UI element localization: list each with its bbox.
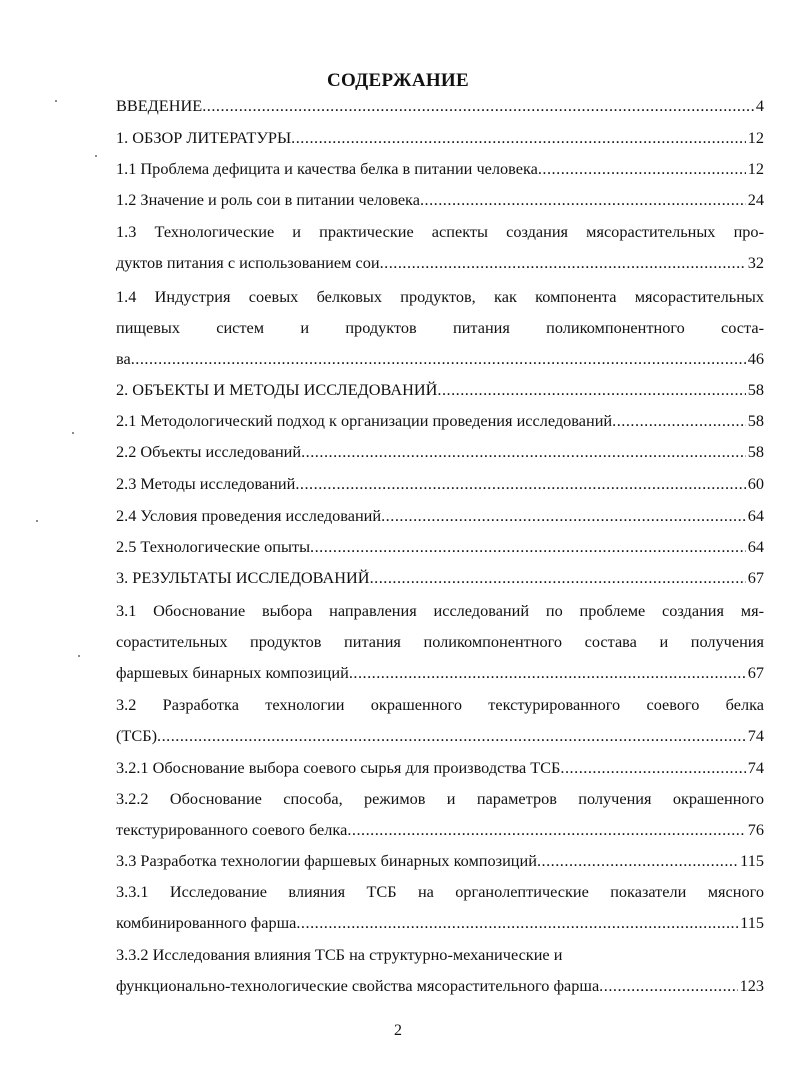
toc-entry-2: 2. ОБЪЕКТЫ И МЕТОДЫ ИССЛЕДОВАНИЙ ..... 58 <box>116 376 764 404</box>
toc-entry-2-3: 2.3 Методы исследований ..... 60 <box>116 470 764 498</box>
toc-entry-3-1-line2: сорастительных продуктов питания поликомпонентного состава и получения <box>116 632 764 651</box>
toc-entry-3-3-1: комбинированного фарша ..... 115 <box>116 909 764 937</box>
toc-entry-1-4: ва ..... 46 <box>116 345 764 373</box>
toc-entry-3-3-2: функционально-технологические свойства мясорастительного фарша ..... 123 <box>116 972 764 1000</box>
toc-entry-1: 1. ОБЗОР ЛИТЕРАТУРЫ ..... 12 <box>116 124 764 152</box>
scan-speck <box>78 655 80 657</box>
scan-speck <box>36 520 38 522</box>
toc-entry-2-4: 2.4 Условия проведения исследований ..... 64 <box>116 502 764 530</box>
toc-entry-3-2-2-line1: 3.2.2 Обоснование способа, режимов и параметров получения окрашенного <box>116 789 764 808</box>
scan-speck <box>72 432 74 434</box>
toc-entry-3: 3. РЕЗУЛЬТАТЫ ИССЛЕДОВАНИЙ ..... 67 <box>116 564 764 592</box>
toc-entry-3-2-1: 3.2.1 Обоснование выбора соевого сырья для производства ТСБ ..... 74 <box>116 754 764 782</box>
toc-entry-3-1-line1: 3.1 Обоснование выбора направления исследований по проблеме создания мя- <box>116 601 764 620</box>
toc-entry-3-3-1-line1: 3.3.1 Исследование влияния ТСБ на органолептические показатели мясного <box>116 882 764 901</box>
toc-entry-3-3-2-line1: 3.3.2 Исследования влияния ТСБ на структурно-механические и <box>116 945 563 964</box>
toc-entry-1-2: 1.2 Значение и роль сои в питании человека ..... 24 <box>116 186 764 214</box>
toc-entry-1-4-line1: 1.4 Индустрия соевых белковых продуктов, как компонента мясорастительных <box>116 287 764 306</box>
toc-entry-3-2-2: текстурированного соевого белка ..... 76 <box>116 816 764 844</box>
toc-entry-introduction: ВВЕДЕНИЕ ..... 4 <box>116 92 764 120</box>
page-number: 2 <box>394 1022 402 1039</box>
toc-entry-2-1: 2.1 Методологический подход к организации проведения исследований ..... 58 <box>116 407 764 435</box>
scan-speck <box>95 155 97 157</box>
toc-entry-1-3-line1: 1.3 Технологические и практические аспекты создания мясорастительных про- <box>116 222 764 241</box>
toc-entry-3-3: 3.3 Разработка технологии фаршевых бинарных композиций ..... 115 <box>116 847 764 875</box>
toc-entry-1-4-line2: пищевых систем и продуктов питания поликомпонентного соста- <box>116 318 764 337</box>
toc-entry-1-1: 1.1 Проблема дефицита и качества белка в питании человека ..... 12 <box>116 155 764 183</box>
toc-entry-2-5: 2.5 Технологические опыты ..... 64 <box>116 533 764 561</box>
toc-entry-2-2: 2.2 Объекты исследований ..... 58 <box>116 438 764 466</box>
toc-entry-3-2-line1: 3.2 Разработка технологии окрашенного текстурированного соевого белка <box>116 695 764 714</box>
toc-entry-3-1: фаршевых бинарных композиций ..... 67 <box>116 659 764 687</box>
toc-entry-1-3: дуктов питания с использованием сои ..... 32 <box>116 249 764 277</box>
toc-entry-3-2: (ТСБ) ..... 74 <box>116 722 764 750</box>
toc-title: СОДЕРЖАНИЕ <box>327 70 469 91</box>
scan-speck <box>55 100 57 102</box>
